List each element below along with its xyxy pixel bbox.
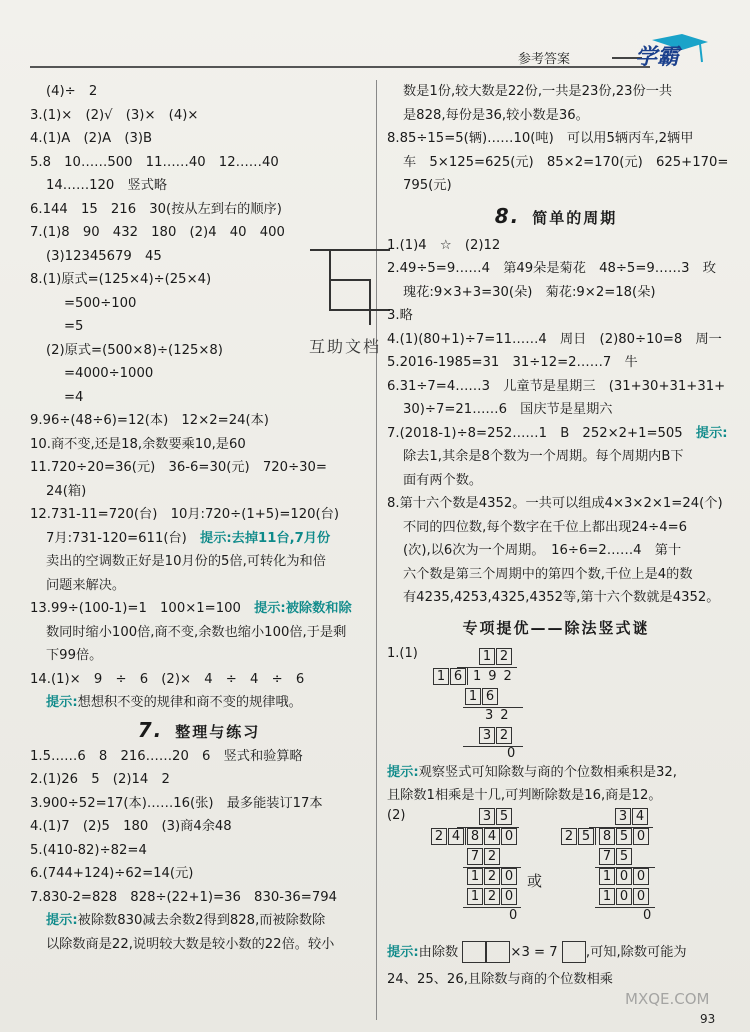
answer-line: 1.5……6 8 216……20 6 竖式和验算略 [30,748,303,764]
division-puzzle-1 [387,646,725,761]
tip-label: 提示:去掉11台,7月份 [200,530,331,546]
divisor-boxes: 2 4 [431,828,465,845]
question-label: (2) [387,807,406,823]
logo-text: 学霸 [635,45,680,70]
answer-line: 2.(1)26 5 (2)14 2 [30,772,170,787]
left-column [30,80,368,956]
tip-label: 提示:被除数和除 [254,601,352,616]
answer-line: 9.96÷(48÷6)=12(本) 12×2=24(本) [30,413,269,428]
answer-line: (4)÷ 2 [46,84,98,99]
answer-line: 5.2016-1985=31 31÷12=2……7 牛 [387,355,638,370]
answer-line: =4000÷1000 [64,366,154,381]
answer-line: 提示:被除数830减去余数2得到828,而被除数除 [46,913,326,928]
dividend-boxes: 8 4 0 [467,828,518,845]
question-label: 1.(1) [387,645,418,661]
answer-line: =500÷100 [64,295,137,311]
answer-line: 14.(1)× 9 ÷ 6 (2)× 4 ÷ 4 ÷ 6 [30,671,305,687]
answer-line: 11.720÷20=36(元) 36-6=30(元) 720÷30= [30,460,327,475]
answer-line: 5.8 10……500 11……40 12……40 [30,154,279,170]
answer-line: 10.商不变,还是18,余数要乘10,是60 [30,436,246,452]
answer-line: (3)12345679 45 [46,248,162,264]
partial-product: 3 2 [479,727,513,744]
answer-line: 4.(1)(80+1)÷7=11……4 周日 (2)80÷10=8 周一 [387,331,722,347]
tip-label: 提示: [46,695,78,710]
answer-line: 8.第十六个数是4352。一共可以组成4×3×2×1=24(个) [387,496,723,511]
remainder-row: 1 0 0 [599,868,650,885]
answer-line: 795(元) [403,178,452,193]
tip-label: 提示: [387,764,419,780]
quotient-boxes: 3 4 [615,808,649,825]
divisor-boxes: 1 6 [433,668,467,685]
header-label: 参考答案 [518,52,571,67]
section-title-7: 7. 整理与练习 [137,717,261,742]
division-puzzle-2 [387,808,725,938]
answer-line: 12.731-11=720(台) 10月:720÷(1+5)=120(台) [30,507,340,522]
partial-product: 1 6 [465,688,499,705]
answer-line: 4.(1)7 (2)5 180 (3)商4余48 [30,819,232,834]
answer-line: 3.900÷52=17(本)……16(张) 最多能装订17本 [30,795,323,811]
answer-line: 提示:由除数 ×3 = 7 ,可知,除数可能为 [387,938,725,968]
watermark-text: 互助文档 [309,337,382,356]
answer-line: 3.(1)× (2)√ (3)× (4)× [30,107,199,123]
tip-label: 提示: [46,913,78,928]
answer-line: 问题来解决。 [46,577,126,593]
answer-line: 提示:想想积不变的规律和商不变的规律哦。 [46,695,302,710]
answer-line: 7.(2018-1)÷8=252……1 B 252×2+1=505 提示: [387,425,728,441]
section-title-special: 专项提优——除法竖式谜 [462,618,650,637]
answer-line: 7月:731-120=611(台) 提示:去掉11台,7月份 [46,530,331,546]
answer-line: 不同的四位数,每个数字在千位上都出现24÷4=6 [403,519,688,535]
tip-label: 提示: [387,944,419,960]
answer-line: 车 5×125=625(元) 85×2=170(元) 625+170= [403,154,729,170]
final-remainder: 0 [643,907,652,923]
answer-line: 24、25、26,且除数与商的个位数相乘 [387,971,613,987]
answer-line: (2)原式=(500×8)÷(125×8) [46,342,223,358]
answer-line: 面有两个数。 [403,472,483,488]
answer-line: 卖出的空调数正好是10月份的5倍,可转化为和倍 [46,554,326,569]
answer-line: 8.(1)原式=(125×4)÷(25×4) [30,272,212,287]
answer-line: 6.144 15 216 30(按从左到右的顺序) [30,201,282,217]
remainder-row: 32 [485,707,516,723]
answer-line: 14……120 竖式略 [46,178,168,193]
right-column [387,80,729,991]
answer-line: 13.99÷(100-1)=1 100×1=100 提示:被除数和除 [30,601,352,616]
answer-line: 数是1份,较大数是22份,一共是23份,23份一共 [403,84,673,99]
answer-line: (次),以6次为一个周期。 16÷6=2……4 第十 [403,543,682,558]
answer-line: 24(箱) [46,483,87,499]
answer-line: 除去1,其余是8个数为一个周期。每个周期内B下 [403,449,684,464]
partial-product: 7 2 [467,848,501,865]
quotient-boxes: 3 5 [479,808,513,825]
answer-line: 30)÷7=21……6 国庆节是星期六 [403,402,613,417]
final-remainder: 0 [509,907,518,923]
answer-line: 以除数商是22,说明较大数是较小数的22倍。较小 [46,936,335,952]
answer-line: 3.略 [387,308,413,323]
answer-line: 8.85÷15=5(辆)……10(吨) 可以用5辆丙车,2辆甲 [387,131,694,146]
answer-line: 1.(1)4 ☆ (2)12 [387,237,501,253]
answer-line: 4.(1)A (2)A (3)B [30,131,153,146]
answer-line: 提示:观察竖式可知除数与商的个位数相乘积是32, [387,764,678,780]
final-remainder: 0 [507,745,516,761]
answer-line: 有4235,4253,4325,4352等,第十六个数就是4352。 [403,590,720,605]
footer-watermark: MXQE.COM [625,990,710,1008]
answer-line: 瑰花:9×3+3=30(朵) 菊花:9×2=18(朵) [403,284,656,300]
column-divider [376,80,377,1020]
answer-line: 且除数1相乘是十几,可判断除数是16,商是12。 [387,788,662,803]
dividend: 192 [473,668,519,684]
answer-line: =5 [64,319,84,334]
answer-line: 数同时缩小100倍,商不变,余数也缩小100倍,于是剩 [46,624,347,640]
answer-line: =4 [64,389,84,405]
answer-line: 6.(744+124)÷62=14(元) [30,866,194,881]
answer-line: 5.(410-82)÷82=4 [30,842,147,858]
answer-line: 7.(1)8 90 432 180 (2)4 40 400 [30,225,285,240]
quotient-boxes: 1 2 [479,648,513,665]
answer-line: 2.49÷5=9……4 第49朵是菊花 48÷5=9……3 玫 [387,261,716,276]
answer-line: 六个数是第三个周期中的第四个数,千位上是4的数 [403,566,693,582]
dividend-boxes: 8 5 0 [599,828,650,845]
answer-line: 6.31÷7=4……3 儿童节是星期三 (31+30+31+31+ [387,378,726,394]
partial-product: 1 2 0 [467,888,518,905]
answer-line: 是828,每份是36,较小数是36。 [403,107,589,123]
section-title-8: 8. 简单的周期 [494,203,618,228]
remainder-row: 1 2 0 [467,868,518,885]
or-text: 或 [527,871,543,890]
divisor-boxes: 2 5 [561,828,595,845]
answer-line: 7.830-2=828 828÷(22+1)=36 830-36=794 [30,889,337,905]
tip-label: 提示: [695,425,728,441]
answer-line: 下99倍。 [46,648,103,663]
partial-product: 7 5 [599,848,633,865]
partial-product: 1 0 0 [599,888,650,905]
page-number: 93 [700,1012,716,1026]
